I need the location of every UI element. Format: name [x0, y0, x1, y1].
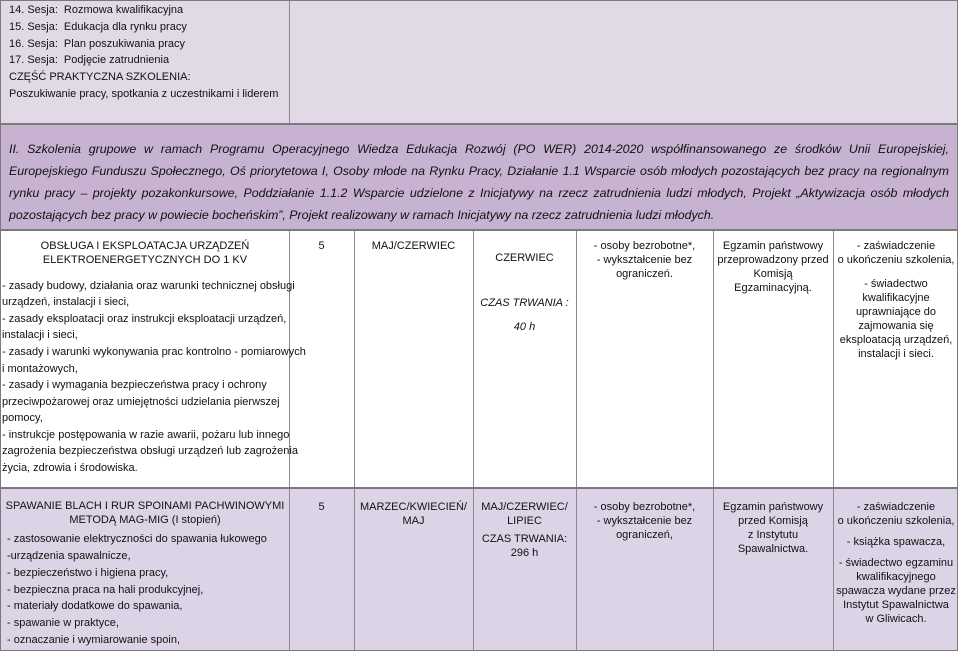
topic-item: - oznaczanie i wymiarowanie spoin, — [7, 634, 181, 646]
intro-paragraph: II. Szkolenia grupowe w ramach Programu Operacyjnego Wiedza Edukacja Rozwój (PO WER) 2014-2020 współfinansowanego ze środków Unii Europejskiej, Europejskiego Funduszu Społecznego, Oś priorytetowa I, Osoby młode na Rynku Pracy, Działanie 1.1 Wsparcie osób młodych pozostających bez pracy na regionalnym rynku pracy – projekty pozakonkursowe, Poddziałanie 1.1.2 Wsparcie udzielone z Inicjatywy na rzecz zatrudnienia ludzi młodych, Projekt „Aktywizacja osób młodych pozostających bez pracy w powiecie bocheńskim”, Projekt realizowany w ramach Inicjatywy na rzecz zatrudnienia ludzi młodych. — [9, 142, 949, 222]
topic-item: życia, zdrowia i środowiska. — [2, 462, 138, 474]
participant-count: 5 — [318, 501, 325, 513]
topic-item: - materiały dodatkowe do spawania, — [7, 600, 183, 612]
topic-item: - bezpieczeństwo i higiena pracy, — [7, 567, 169, 579]
topic-item: urządzeń, instalacji i sieci, — [2, 296, 130, 308]
topic-item: przeciwpożarowej oraz umiejętności udzielania pierwszej — [2, 396, 280, 408]
session-14: 14. Sesja: Rozmowa kwalifikacyjna — [9, 4, 184, 16]
certificate-info: - zaświadczenie o ukończeniu szkolenia, - książka spawacza, - świadectwo egzaminu kwalifikacyjnego spawacza wydane przez Instytut Spawalnictwa w Gliwicach. — [836, 501, 956, 625]
target-group: - osoby bezrobotne*, - wykształcenie bez ograniczeń. — [593, 240, 696, 280]
duration-label: CZAS TRWANIA : — [480, 297, 569, 309]
topic-item: - zasady eksploatacji oraz instrukcji eksploatacji urządzeń, — [2, 313, 287, 325]
course-row-electro — [0, 230, 958, 488]
topic-item: i montażowych, — [2, 363, 78, 375]
session-16: 16. Sesja: Plan poszukiwania pracy — [9, 38, 185, 50]
recruitment-months: MAJ/CZERWIEC — [371, 240, 456, 252]
session-15: 15. Sesja: Edukacja dla rynku pracy — [9, 21, 187, 33]
duration-value: 40 h — [513, 321, 536, 333]
course-title: OBSŁUGA I EKSPLOATACJA URZĄDZEŃ ELEKTROENERGETYCZNYCH DO 1 KV — [40, 240, 250, 266]
intro-row — [0, 124, 958, 230]
training-months: MAJ/CZERWIEC/ LIPIEC — [481, 501, 568, 527]
topic-item: instalacji i sieci, — [2, 329, 78, 341]
certificate-info: - zaświadczenie o ukończeniu szkolenia, - świadectwo kwalifikacyjne uprawniające do zajmowania się eksploatacją urządzeń, instalacji i sieci. — [837, 240, 955, 360]
course-title: SPAWANIE BLACH I RUR SPOINAMI PACHWINOWYMI METODĄ MAG-MIG (I stopień) — [5, 500, 285, 526]
topic-item: - instrukcje postępowania w razie awarii, pożaru lub innego — [2, 429, 290, 441]
topic-item: - zasady budowy, działania oraz warunki technicznej obsługi — [2, 280, 295, 292]
practical-section-text: Poszukiwanie pracy, spotkania z uczestnikami i liderem — [9, 88, 279, 100]
participant-count: 5 — [318, 240, 325, 252]
topic-item: - zasady i wymagania bezpieczeństwa pracy i ochrony — [2, 379, 267, 391]
topic-item: - spawanie w praktyce, — [7, 617, 119, 629]
duration-info: CZAS TRWANIA: 296 h — [481, 533, 568, 559]
topic-item: - zasady i warunki wykonywania prac kontrolno - pomiarowych — [2, 346, 306, 358]
training-month: CZERWIEC — [495, 252, 554, 264]
practical-section-title: CZĘŚĆ PRAKTYCZNA SZKOLENIA: — [9, 71, 191, 83]
topic-item: - bezpieczna praca na hali produkcyjnej, — [7, 584, 204, 596]
sessions-row — [0, 0, 958, 124]
recruitment-months: MARZEC/KWIECIEŃ/ MAJ — [360, 501, 467, 527]
topic-item: zagrożenia bezpieczeństwa obsługi urządzeń lub zagrożenia — [2, 445, 298, 457]
topic-item: - zastosowanie elektryczności do spawania łukowego — [7, 533, 267, 545]
course-row-welding — [0, 488, 958, 651]
session-17: 17. Sesja: Podjęcie zatrudnienia — [9, 54, 170, 66]
exam-info: Egzamin państwowy przed Komisją z Instytutu Spawalnictwa. — [722, 501, 824, 555]
target-group: - osoby bezrobotne*, - wykształcenie bez ograniczeń, — [593, 501, 696, 541]
exam-info: Egzamin państwowy przeprowadzony przed Komisją Egzaminacyjną. — [717, 240, 829, 294]
topic-item: -urządzenia spawalnicze, — [7, 550, 131, 562]
topic-item: pomocy, — [2, 412, 43, 424]
